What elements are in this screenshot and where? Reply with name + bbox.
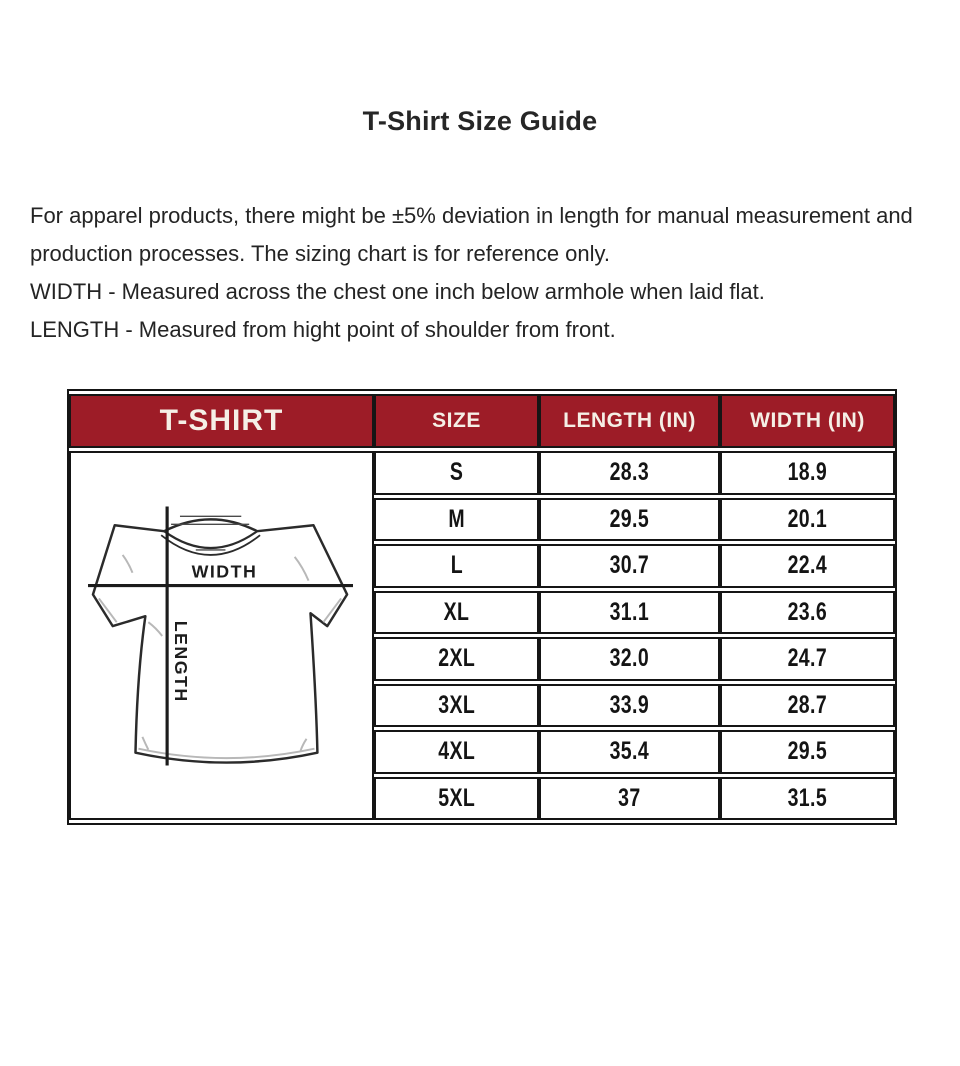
page-title: T-Shirt Size Guide (362, 106, 598, 136)
width-cell: 23.6 (720, 591, 895, 635)
size-table-header-row (69, 394, 895, 448)
size-table (67, 389, 897, 825)
column-header-length: LENGTH (IN) (539, 394, 720, 448)
tshirt-drawing (73, 460, 370, 812)
length-label: LENGTH (171, 620, 192, 703)
deviation-note: For apparel products, there might be ±5% deviation in length for manual measurement and production processes. The sizing chart is for reference only. (30, 203, 913, 266)
width-label: WIDTH (191, 561, 258, 582)
product-header: T-SHIRT (69, 394, 374, 448)
length-cell: 31.1 (539, 591, 720, 635)
width-cell: 18.9 (720, 451, 895, 495)
length-definition: LENGTH - Measured from hight point of shoulder from front. (30, 317, 616, 342)
column-header-width: WIDTH (IN) (720, 394, 895, 448)
tshirt-outline (93, 519, 347, 762)
size-guide-page (0, 106, 960, 1066)
length-cell: 29.5 (539, 498, 720, 542)
table-row (69, 451, 895, 495)
size-cell: M (374, 498, 539, 542)
length-cell: 33.9 (539, 684, 720, 728)
size-cell: 5XL (374, 777, 539, 821)
length-cell: 32.0 (539, 637, 720, 681)
tshirt-illustration-cell (69, 451, 374, 820)
length-cell: 30.7 (539, 544, 720, 588)
notes-block (30, 197, 930, 349)
size-cell: L (374, 544, 539, 588)
width-cell: 22.4 (720, 544, 895, 588)
size-cell: 3XL (374, 684, 539, 728)
tshirt-illustration (71, 460, 372, 812)
size-cell: S (374, 451, 539, 495)
length-cell: 28.3 (539, 451, 720, 495)
width-definition: WIDTH - Measured across the chest one inch below armhole when laid flat. (30, 279, 765, 304)
length-cell: 37 (539, 777, 720, 821)
column-header-size: SIZE (374, 394, 539, 448)
width-cell: 31.5 (720, 777, 895, 821)
width-cell: 20.1 (720, 498, 895, 542)
length-cell: 35.4 (539, 730, 720, 774)
width-cell: 28.7 (720, 684, 895, 728)
size-cell: 4XL (374, 730, 539, 774)
size-cell: 2XL (374, 637, 539, 681)
size-cell: XL (374, 591, 539, 635)
width-cell: 29.5 (720, 730, 895, 774)
width-cell: 24.7 (720, 637, 895, 681)
